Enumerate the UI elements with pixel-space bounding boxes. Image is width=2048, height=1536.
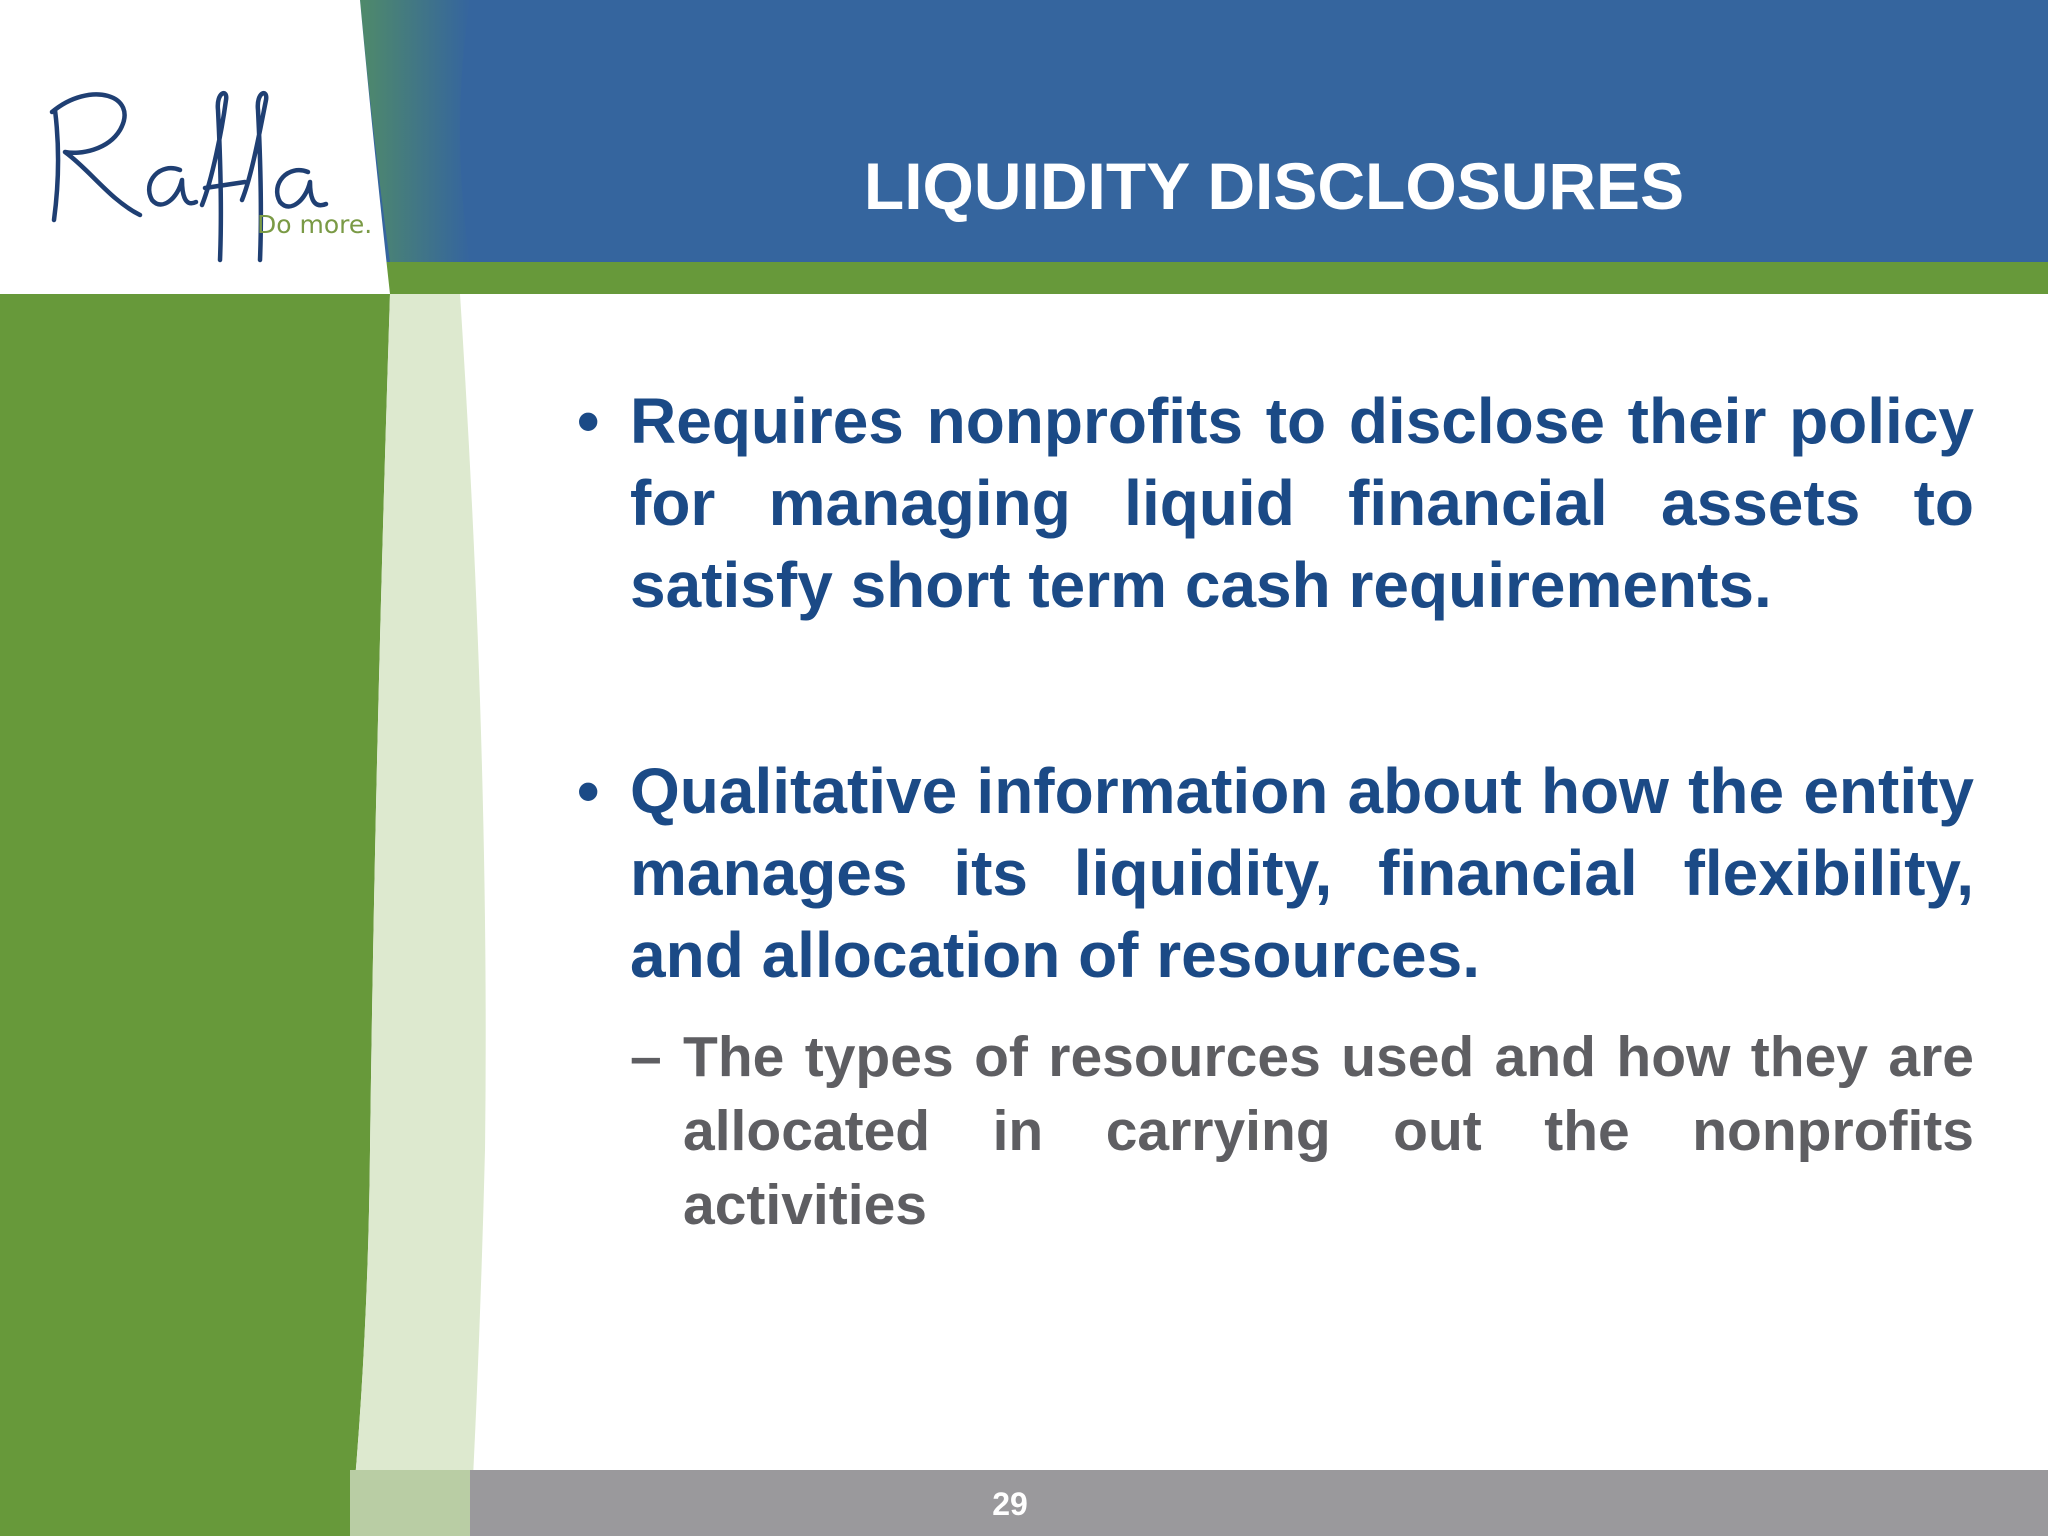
page-number: 29 (992, 1486, 1028, 1522)
slide-content (560, 380, 1974, 1242)
raffa-logo (30, 70, 373, 280)
sub-bullet-marker: – (630, 1025, 662, 1089)
bullet-requires-nonprofits (560, 380, 1974, 626)
footer-blend (350, 1470, 470, 1536)
bullet-text: Qualitative information about how the entity manages its liquidity, financial flexibility, and allocation of resources. (630, 755, 1974, 991)
bullet-qualitative-information (560, 750, 1974, 996)
left-green-sweep (0, 294, 390, 1536)
sub-bullet-types-of-resources (630, 1020, 1974, 1242)
bullet-marker: • (577, 385, 600, 457)
sub-bullet-text: The types of resources used and how they are allocated in carrying out the nonprofits activities (683, 1025, 1974, 1237)
bullet-text: Requires nonprofits to disclose their policy for managing liquid financial assets to satisfy short term cash requirements. (630, 385, 1974, 621)
header-green-stripe (380, 262, 2048, 294)
slide-title: LIQUIDITY DISCLOSURES (863, 149, 1685, 223)
bullet-marker: • (577, 755, 600, 827)
logo-tagline: Do more. (257, 210, 373, 239)
footer-bar (350, 1470, 2048, 1536)
